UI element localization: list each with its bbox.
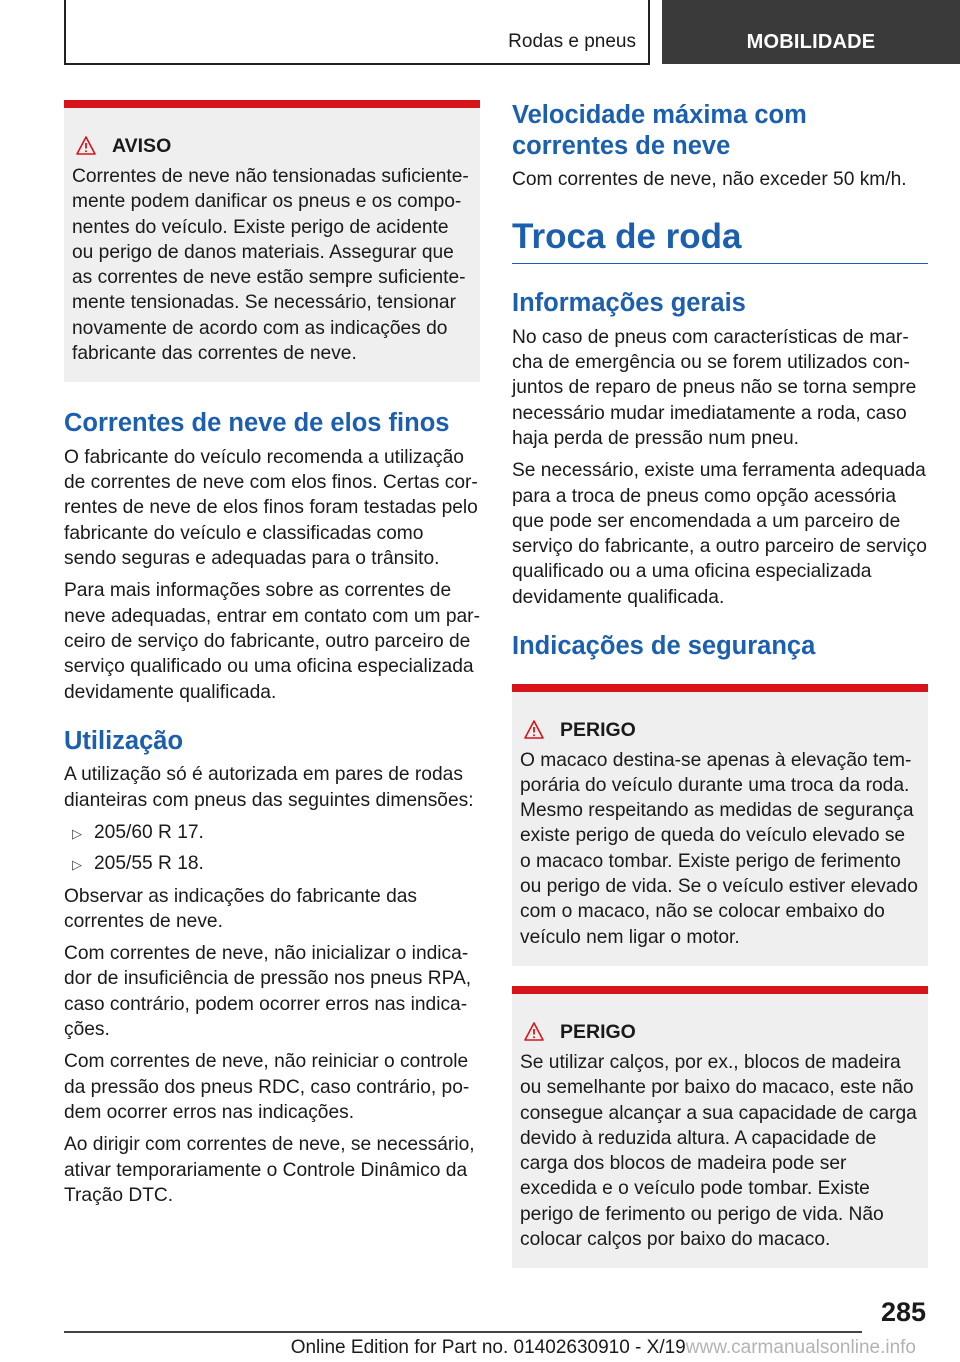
paragraph: Com correntes de neve, não reiniciar o controle da pressão dos pneus RDC, caso contrário, podem ocorrer erros nas indicações. <box>64 1051 470 1123</box>
perigo-box <box>512 684 928 966</box>
warning-triangle-icon <box>524 719 560 741</box>
paragraph: No caso de pneus com características de marcha de emergência ou se forem utilizados conjuntos de reparo de pneus não se torna sempre necessário mudar imediatamente a roda, caso haja perda de pressão num pneu. <box>512 326 917 449</box>
perigo-title: PERIGO <box>560 1020 636 1043</box>
triangle-bullet-icon: ▷ <box>72 825 82 841</box>
heading-velocidade-maxima: Velocidade máxima com correntes de neve <box>512 101 807 160</box>
footer-rule <box>64 1331 862 1333</box>
heading-informacoes-gerais: Informações gerais <box>512 289 746 318</box>
right-column <box>512 100 928 1268</box>
header-section-title: Rodas e pneus <box>508 31 636 52</box>
paragraph: A utilização só é autorizada em pares de rodas dianteiras com pneus das seguintes dimensões: <box>64 764 474 811</box>
perigo-body: O macaco destina-se apenas à elevação temporária do veículo durante uma troca da roda. Mesmo respeitando as medidas de segurança existe perigo de queda do veículo elevado se o macaco tombar. Existe perigo de ferimento ou perigo de vida. Se o veículo estiver elevado com o macaco, não se colocar embaixo do veículo nem ligar o motor. <box>520 749 918 948</box>
perigo-box <box>512 986 928 1268</box>
paragraph: Se necessário, existe uma ferramenta adequada para a troca de pneus como opção acessória que pode ser encomendada a um parceiro de serviço do fabricante, a outro parceiro de serviço qualificado ou a uma oficina especializada devidamente qualificada. <box>512 460 927 608</box>
warning-triangle-icon <box>76 135 112 157</box>
paragraph: O fabricante do veículo recomenda a utilização de correntes de neve com elos finos. Certas correntes de neve de elos finos foram testadas pelo fabricante do veículo e classificadas como sendo seguras e adequadas para o trânsito. <box>64 446 478 570</box>
paragraph: Ao dirigir com correntes de neve, se necessário, ativar temporariamente o Controle Dinâmico da Tração DTC. <box>64 1134 475 1206</box>
page-number: 285 <box>880 1297 926 1327</box>
watermark-link[interactable]: www.carmanualsonline.info <box>685 1337 916 1358</box>
left-column <box>64 100 480 1215</box>
aviso-title: AVISO <box>112 135 172 157</box>
heading-troca-de-roda: Troca de roda <box>512 217 928 264</box>
footer-line <box>64 1336 916 1360</box>
heading-indicacoes-seguranca: Indicações de segurança <box>512 632 816 661</box>
paragraph: Com correntes de neve, não inicializar o indicador de insuficiência de pressão nos pneus RPA, caso contrário, podem ocorrer erros nas indicações. <box>64 943 472 1041</box>
header-separator <box>648 0 650 64</box>
paragraph: Observar as indicações do fabricante das correntes de neve. <box>64 885 418 932</box>
heading-utilizacao: Utilização <box>64 726 184 755</box>
edition-text: Online Edition for Part no. 01402630910 - X/19 <box>290 1337 686 1358</box>
perigo-body: Se utilizar calços, por ex., blocos de madeira ou semelhante por baixo do macaco, este não consegue alcançar a sua capacidade de carga devido à reduzida altura. A capacidade de carga dos blocos de madeira pode ser excedida e o veículo pode tombar. Existe perigo de ferimento ou perigo de vida. Não colocar calços por baixo do macaco. <box>520 1051 917 1251</box>
heading-correntes-elos-finos: Correntes de neve de elos finos <box>64 409 450 438</box>
header-left-rule <box>64 0 66 64</box>
paragraph: Com correntes de neve, não exceder 50 km/h. <box>512 169 907 190</box>
aviso-body: Correntes de neve não tensionadas suficientemente podem danificar os pneus e os componentes do veículo. Existe perigo de acidente ou perigo de danos materiais. Assegurar que as correntes de neve estão sempre suficientemente tensionadas. Se necessário, tensionar novamente de acordo com as indicações do fabricante das correntes de neve. <box>72 166 469 365</box>
list-item <box>64 820 480 845</box>
perigo-title-row <box>520 1020 921 1044</box>
triangle-bullet-icon: ▷ <box>72 857 82 873</box>
aviso-title-row <box>72 134 473 158</box>
paragraph: Para mais informações sobre as correntes de neve adequadas, entrar em contato com um parceiro de serviço do fabricante, outro parceiro de serviço qualificado ou uma oficina especializada devidamente qualificada. <box>64 580 480 703</box>
list-item-text: 205/55 R 18. <box>94 853 204 875</box>
header-chapter-tab[interactable]: MOBILIDADE <box>662 0 960 64</box>
list-item <box>64 851 480 876</box>
aviso-box <box>64 100 480 382</box>
warning-triangle-icon <box>524 1021 560 1043</box>
perigo-title-row <box>520 718 921 742</box>
list-item-text: 205/60 R 17. <box>94 821 204 843</box>
perigo-title: PERIGO <box>560 718 636 741</box>
tire-sizes-list <box>64 820 480 877</box>
